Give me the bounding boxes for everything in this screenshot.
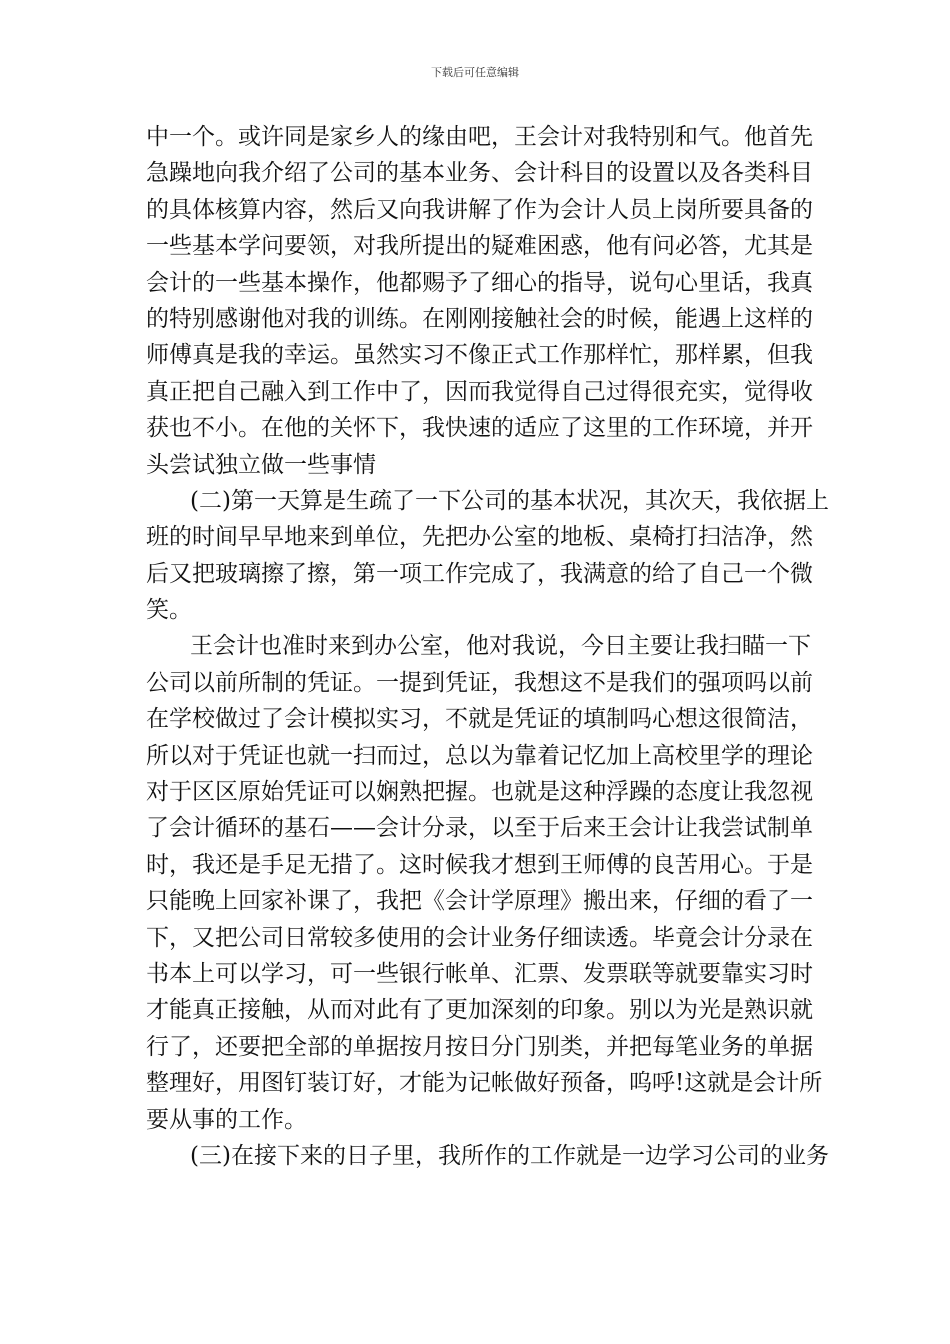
- text-line: 才能真正接触，从而对此有了更加深刻的印象。别以为光是熟识就: [146, 997, 813, 1024]
- text-line: 只能晚上回家补课了，我把《会计学原理》搬出来，仔细的看了一: [146, 888, 813, 915]
- paragraph: [146, 483, 829, 629]
- text-line: 了会计循环的基石——会计分录，以至于后来王会计让我尝试制单: [146, 815, 813, 842]
- paragraph: [146, 119, 813, 483]
- text-line: 急躁地向我介绍了公司的基本业务、会计科目的设置以及各类科目: [146, 160, 813, 187]
- document-body: [146, 119, 829, 1174]
- text-line: 要从事的工作。: [146, 1106, 307, 1133]
- text-line: 师傅真是我的幸运。虽然实习不像正式工作那样忙，那样累，但我: [146, 342, 813, 369]
- text-line: 在学校做过了会计模拟实习，不就是凭证的填制吗心想这很简洁，: [146, 706, 813, 733]
- text-line: 获也不小。在他的关怀下，我快速的适应了这里的工作环境，并开: [146, 415, 813, 442]
- text-line: 后又把玻璃擦了擦，第一项工作完成了，我满意的给了自己一个微: [146, 560, 813, 587]
- text-line: 中一个。或许同是家乡人的缘由吧，王会计对我特别和气。他首先: [146, 124, 813, 150]
- text-line: 时，我还是手足无措了。这时候我才想到王师傅的良苦用心。于是: [146, 851, 813, 878]
- text-line: 对于区区原始凭证可以娴熟把握。也就是这种浮躁的态度让我忽视: [146, 779, 813, 806]
- text-line: 头尝试独立做一些事情: [146, 451, 376, 478]
- text-line: 所以对于凭证也就一扫而过，总以为靠着记忆加上高校里学的理论: [146, 742, 813, 769]
- text-line: 真正把自己融入到工作中了，因而我觉得自己过得很充实，觉得收: [146, 378, 813, 405]
- text-line: 书本上可以学习，可一些银行帐单、汇票、发票联等就要靠实习时: [146, 960, 813, 987]
- text-line: 下，又把公司日常较多使用的会计业务仔细读透。毕竟会计分录在: [146, 924, 813, 951]
- text-line: 会计的一些基本操作，他都赐予了细心的指导，说句心里话，我真: [146, 269, 813, 296]
- text-line: 的特别感谢他对我的训练。在刚刚接触社会的时候，能遇上这样的: [146, 305, 813, 332]
- text-line: (二)第一天算是生疏了一下公司的基本状况，其次天，我依据上: [190, 487, 829, 514]
- text-line: 整理好，用图钉装订好，才能为记帐做好预备，呜呼!这就是会计所: [146, 1070, 823, 1097]
- text-line: 行了，还要把全部的单据按月按日分门别类，并把每笔业务的单据: [146, 1033, 813, 1060]
- text-line: 的具体核算内容，然后又向我讲解了作为会计人员上岗所要具备的: [146, 196, 813, 223]
- text-line: (三)在接下来的日子里，我所作的工作就是一边学习公司的业务: [190, 1142, 829, 1169]
- text-line: 笑。: [146, 597, 192, 624]
- paragraph: [146, 1138, 829, 1174]
- text-line: 王会计也准时来到办公室，他对我说，今日主要让我扫瞄一下: [190, 633, 811, 660]
- text-line: 公司以前所制的凭证。一提到凭证，我想这不是我们的强项吗以前: [146, 669, 813, 696]
- page-header: 下载后可任意编辑: [431, 66, 519, 79]
- text-line: 班的时间早早地来到单位，先把办公室的地板、桌椅打扫洁净，然: [146, 524, 813, 551]
- text-line: 一些基本学问要领，对我所提出的疑难困惑，他有问必答，尤其是: [146, 233, 813, 260]
- paragraph: [146, 628, 823, 1137]
